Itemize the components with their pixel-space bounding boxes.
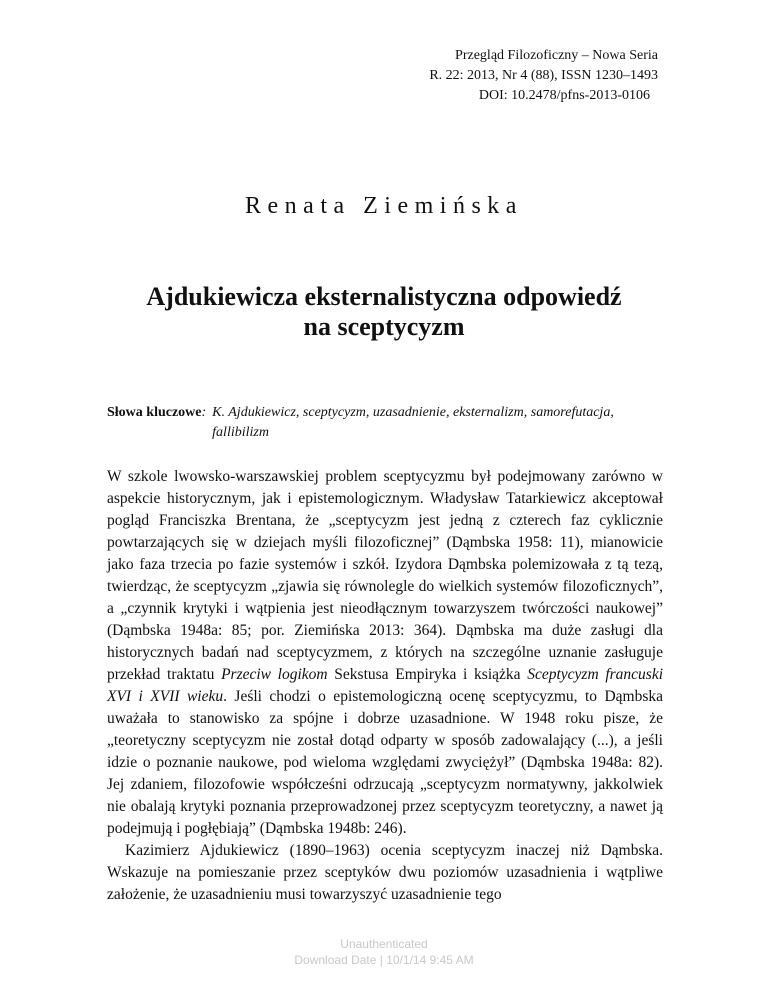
article-body [107, 466, 663, 906]
journal-doi: DOI: 10.2478/pfns-2013-0106 [478, 88, 650, 103]
paragraph-1: W szkole lwowsko-warszawskiej problem sceptycyzmu był podejmowany zarówno w aspekcie historycznym, jak i epistemologicznym. Władysław Tatarkiewicz akceptował pogląd Franciszka Brentana, że „sceptycyzm jest jedną z czterech faz cyklicznie powtarzających się w dziejach myśli filozoficznej” (Dąmbska 1958: 11), mianowicie jako faza trzecia po fazie systemów i szkół. Izydora Dąmbska polemizowała z tą tezą, twierdząc, że sceptycyzm „zjawia się równolegle do wielkich systemów filozoficznych”, a „czynnik krytyki i wątpienia jest nieodłącznym towarzyszem twórczości naukowej” (Dąmbska 1948a: 85; por. Ziemińska 2013: 364). Dąmbska ma duże zasługi dla historycznych badań nad sceptycyzmem, z których na szczególne uznanie zasługuje przekład traktatu Przeciw logikom Sekstusa Empiryka i książka Sceptycyzm francuski XVI i XVII wieku. Jeśli chodzi o epistemologiczną ocenę sceptycyzmu, to Dąmbska uważała to stanowisko za spójne i dobrze uzasadnione. W 1948 roku pisze, że „teoretyczny sceptycyzm nie został dotąd odparty w sposób zadowalający (...), a jeśli idzie o poznanie naukowe, pod wieloma względami zwyciężył” (Dąmbska 1948a: 82). Jej zdaniem, filozofowie współcześni odrzucają „sceptycyzm normatywny, jakkolwiek nie obalają krytyki poznania przeprowadzonej przez sceptycyzm teoretyczny, a nawet ją podejmują i pogłębiają” (Dąmbska 1948b: 246). [107, 468, 664, 837]
watermark-line-2: Download Date | 10/1/14 9:45 AM [294, 953, 474, 967]
book-title: Sceptycyzm francuski XVI i XVII wieku [107, 666, 664, 705]
journal-name: Przegląd Filozoficzny – Nowa Seria [455, 48, 658, 63]
download-watermark [0, 936, 768, 968]
keywords-label: Słowa kluczowe [107, 405, 202, 420]
title-line-1: Ajdukiewicza eksternalistyczna odpowiedź [146, 282, 622, 311]
watermark-line-1: Unauthenticated [340, 937, 428, 951]
keywords-colon: : [201, 405, 207, 420]
article-title [0, 282, 768, 342]
journal-volume: R. 22: 2013, Nr 4 (88), ISSN 1230–1493 [429, 68, 658, 83]
title-line-2: na sceptycyzm [303, 312, 465, 341]
journal-header [429, 46, 658, 106]
paragraph-2: Kazimierz Ajdukiewicz (1890–1963) ocenia sceptycyzm inaczej niż Dąmbska. Wskazuje na pomieszanie przez sceptyków dwu poziomów uzasadnienia i wątpliwe założenie, że uzasadnieniu musi towarzyszyć uzasadnienie tego [107, 842, 663, 903]
author-name: Renata Ziemińska [245, 193, 523, 219]
book-title: Przeciw logikom [221, 666, 328, 683]
keywords [107, 403, 667, 443]
keywords-text: K. Ajdukiewicz, sceptycyzm, uzasadnienie, eksternalizm, samorefutacja, fallibilizm [212, 405, 614, 440]
